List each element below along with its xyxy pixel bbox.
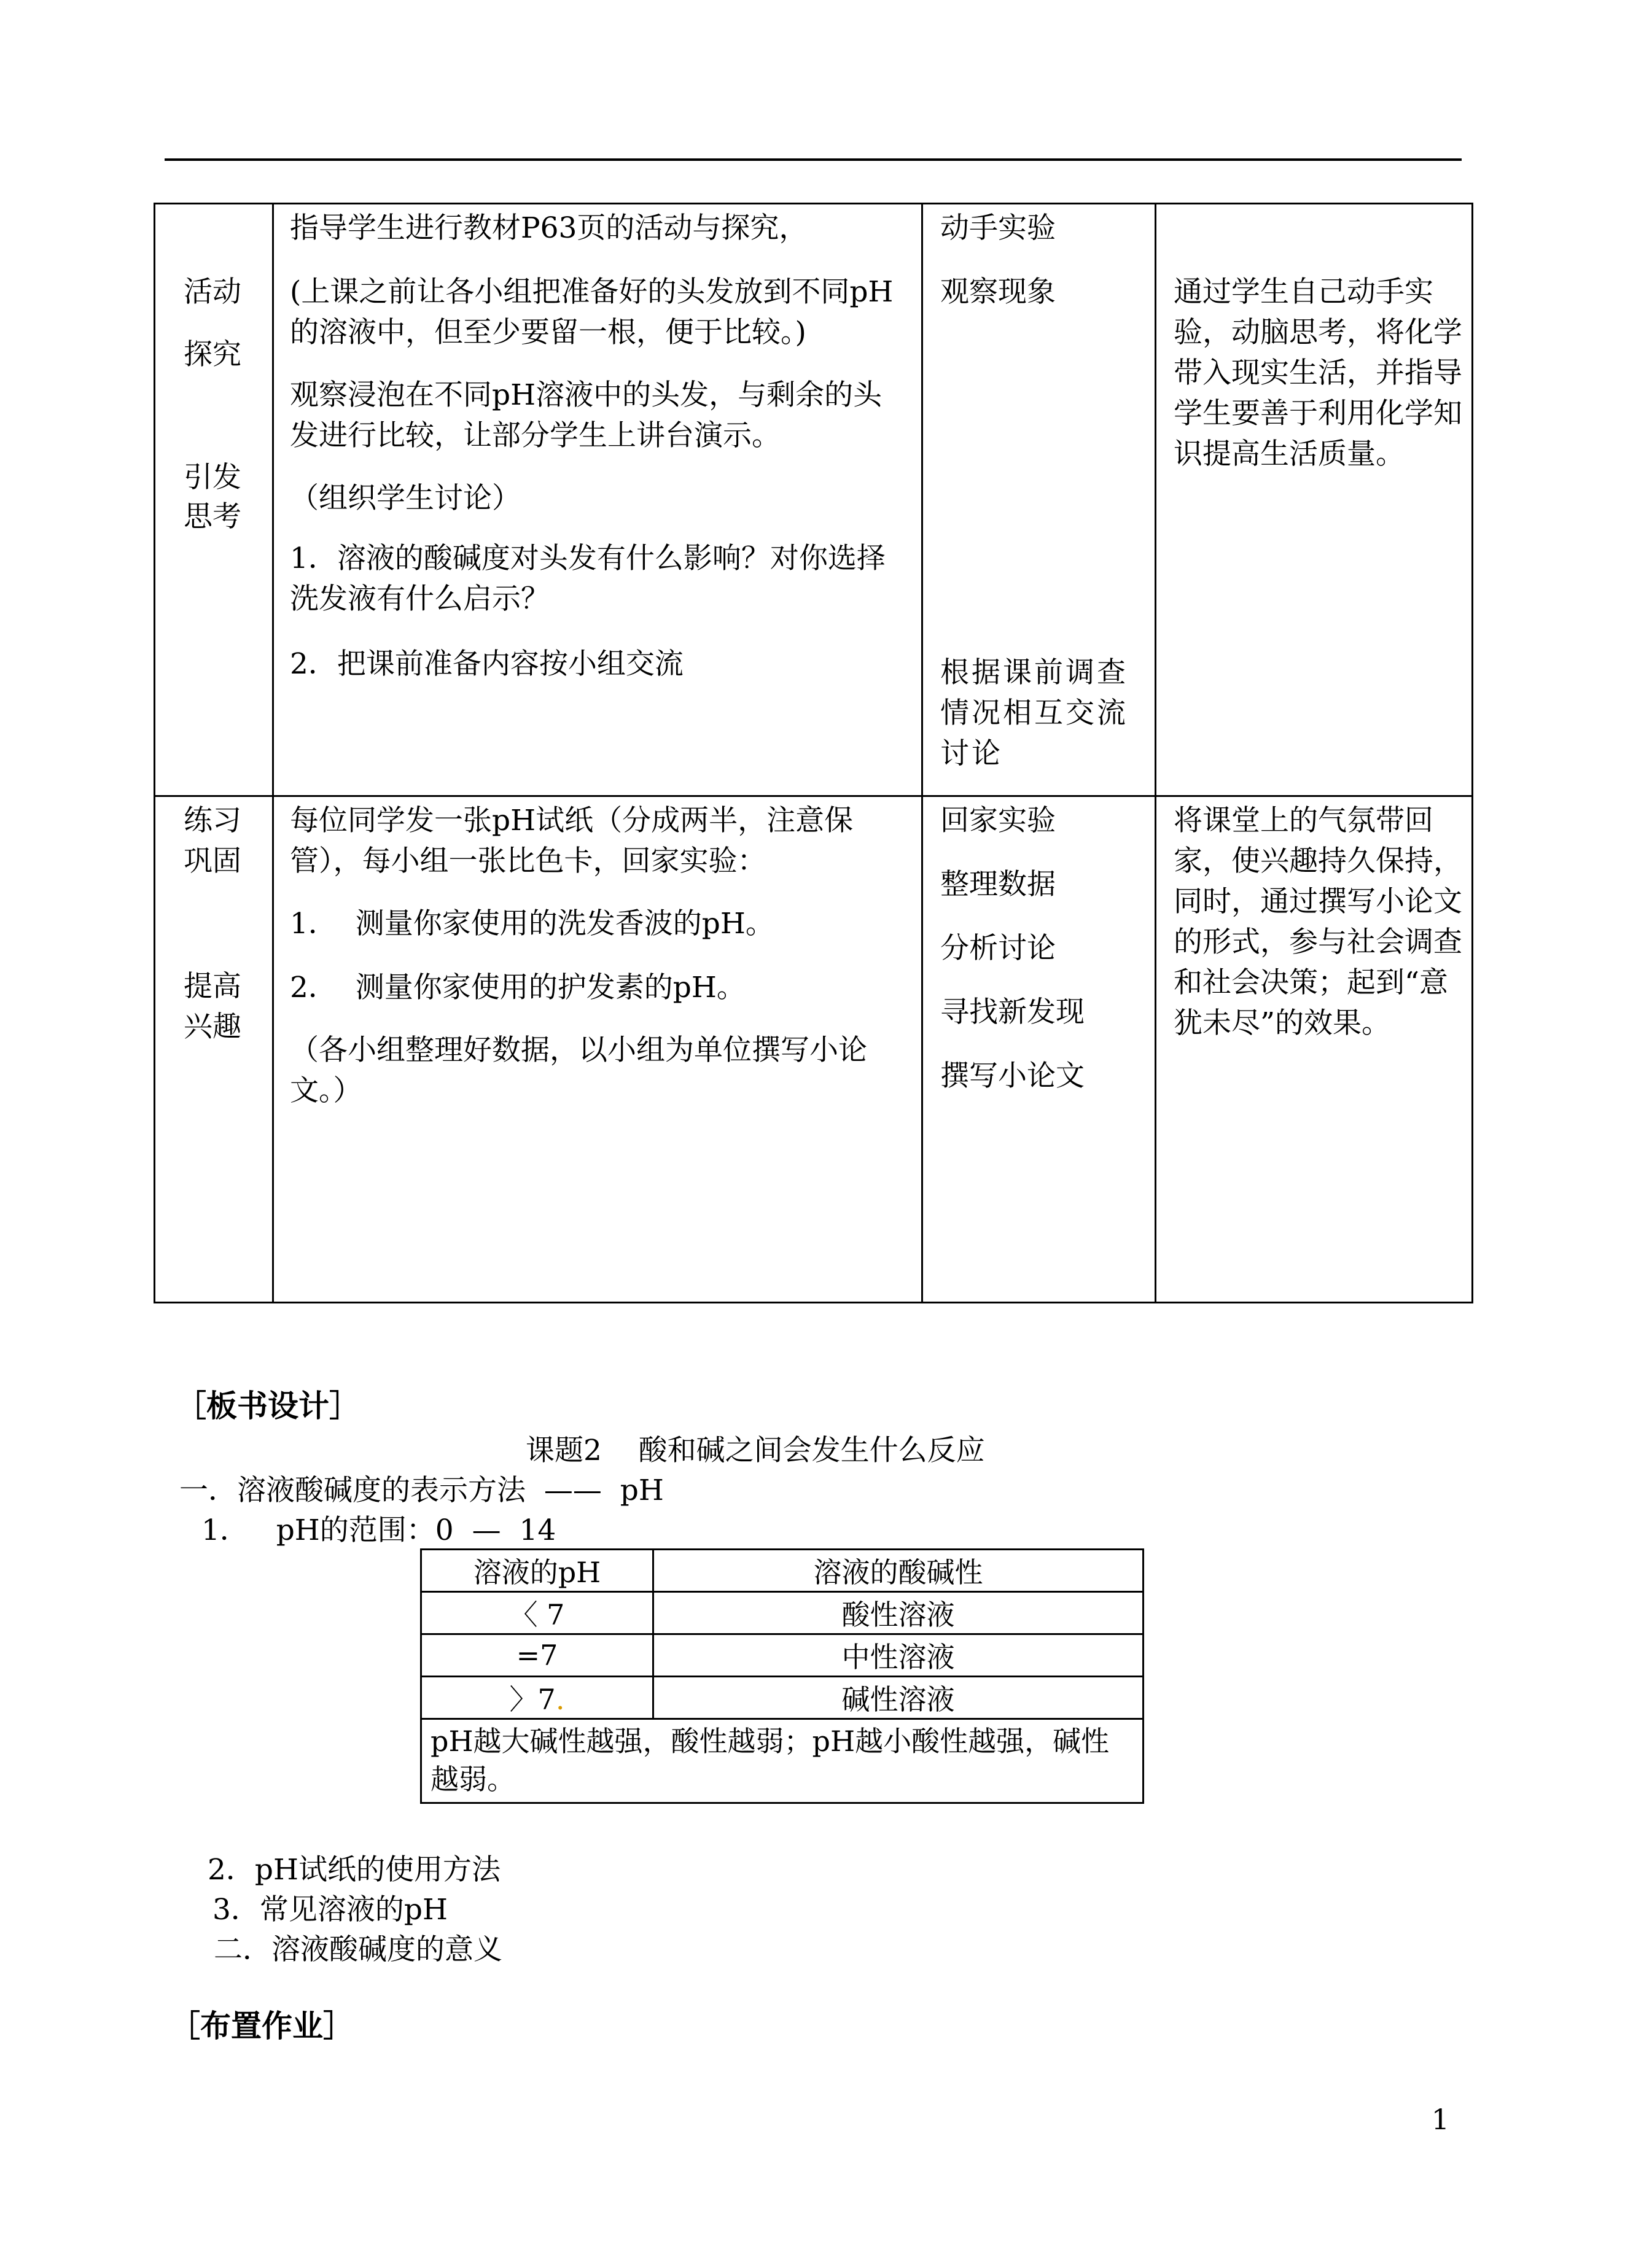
ph-note: pH越大碱性越强，酸性越弱；pH越小酸性越强，碱性越弱。 (421, 1719, 1144, 1803)
student-activity-cell (922, 796, 1156, 1303)
ph-table (420, 1548, 1144, 1804)
stage-label: 引发 (184, 460, 241, 494)
student-activity-cell (922, 204, 1156, 796)
table-row (421, 1634, 1144, 1677)
homework-heading: ［布置作业］ (170, 2008, 354, 2044)
teacher-activity-line: 指导学生进行教材P63页的活动与探究， (290, 211, 808, 245)
design-intent-cell (1156, 796, 1473, 1303)
design-intent-cell (1156, 204, 1473, 796)
teacher-activity-line: 2．把课前准备内容按小组交流 (290, 647, 684, 681)
table-row (421, 1592, 1144, 1634)
teacher-activity-line: （各小组整理好数据，以小组为单位撰写小论文。） (290, 1033, 867, 1108)
table-row (155, 204, 1473, 796)
stage-label: 活动 (184, 275, 241, 309)
design-intent-text: 将课堂上的气氛带回家，使兴趣持久保持，同时，通过撰写小论文的形式，参与社会调查和社会决策；起到“意犹未尽”的效果。 (1174, 804, 1462, 1040)
board-line: 2．pH试纸的使用方法 (208, 1853, 501, 1887)
stage-label: 提高 (184, 969, 241, 1003)
stage-label: 思考 (184, 500, 241, 534)
teacher-activity-line: 1． 测量你家使用的洗发香波的pH。 (290, 907, 774, 941)
acidity-value: 中性溶液 (653, 1634, 1144, 1677)
ph-value (421, 1677, 653, 1719)
student-activity-line: 动手实验 (940, 211, 1056, 245)
teacher-activity-line: 2． 测量你家使用的护发素的pH。 (290, 971, 746, 1004)
stage-label: 巩固 (184, 844, 241, 878)
board-line: 二．溶液酸碱度的意义 (214, 1933, 502, 1967)
stage-cell (155, 796, 273, 1303)
ph-header: 溶液的pH (421, 1550, 653, 1592)
table-row (421, 1677, 1144, 1719)
student-activity-line: 观察现象 (940, 275, 1056, 309)
teacher-activity-line: （组织学生讨论） (290, 481, 521, 515)
student-activity-line: 回家实验 (940, 804, 1056, 837)
design-intent-text: 通过学生自己动手实验，动脑思考，将化学带入现实生活，并指导学生要善于利用化学知识提高生活质量。 (1174, 275, 1462, 471)
page-number: 1 (1431, 2103, 1449, 2136)
board-line: 1． pH的范围：0 — 14 (201, 1513, 556, 1547)
board-design-heading: ［板书设计］ (176, 1388, 360, 1424)
student-activity-line: 整理数据 (940, 868, 1056, 901)
lesson-table (154, 203, 1473, 1303)
stage-label: 兴趣 (184, 1010, 241, 1044)
table-row (421, 1719, 1144, 1803)
acidity-header: 溶液的酸碱性 (653, 1550, 1144, 1592)
acidity-value: 酸性溶液 (653, 1592, 1144, 1634)
teacher-activity-line: 观察浸泡在不同pH溶液中的头发，与剩余的头发进行比较，让部分学生上讲台演示。 (290, 378, 883, 452)
teacher-activity-cell (273, 204, 922, 796)
stage-label: 探究 (184, 338, 241, 371)
table-row (155, 796, 1473, 1303)
teacher-activity-line: 每位同学发一张pH试纸（分成两半，注意保管），每小组一张比色卡，回家实验： (290, 804, 854, 878)
ph-value: 〈 7 (421, 1592, 653, 1634)
ph-value: =7 (421, 1634, 653, 1677)
ph-value-text: 〉7 (509, 1683, 556, 1716)
teacher-activity-line: (上课之前让各小组把准备好的头发放到不同pH的溶液中，但至少要留一根，便于比较。) (290, 275, 894, 349)
student-activity-line: 分析讨论 (940, 931, 1056, 965)
header-rule (165, 158, 1462, 161)
student-activity-line: 寻找新发现 (940, 995, 1085, 1029)
table-row (421, 1550, 1144, 1592)
mark-dot: . (555, 1683, 565, 1716)
lesson-title: 课题2 酸和碱之间会发生什么反应 (526, 1434, 985, 1467)
student-activity-line: 撰写小论文 (940, 1059, 1085, 1093)
stage-label: 练习 (184, 804, 241, 837)
stage-cell (155, 204, 273, 796)
board-line: 一．溶液酸碱度的表示方法 —— pH (179, 1474, 664, 1507)
teacher-activity-cell (273, 796, 922, 1303)
student-activity-line: 根据课前调查情况相互交流讨论 (940, 656, 1128, 771)
acidity-value: 碱性溶液 (653, 1677, 1144, 1719)
board-line: 3．常见溶液的pH (212, 1893, 448, 1927)
teacher-activity-line: 1．溶液的酸碱度对头发有什么影响？对你选择洗发液有什么启示？ (290, 542, 886, 616)
